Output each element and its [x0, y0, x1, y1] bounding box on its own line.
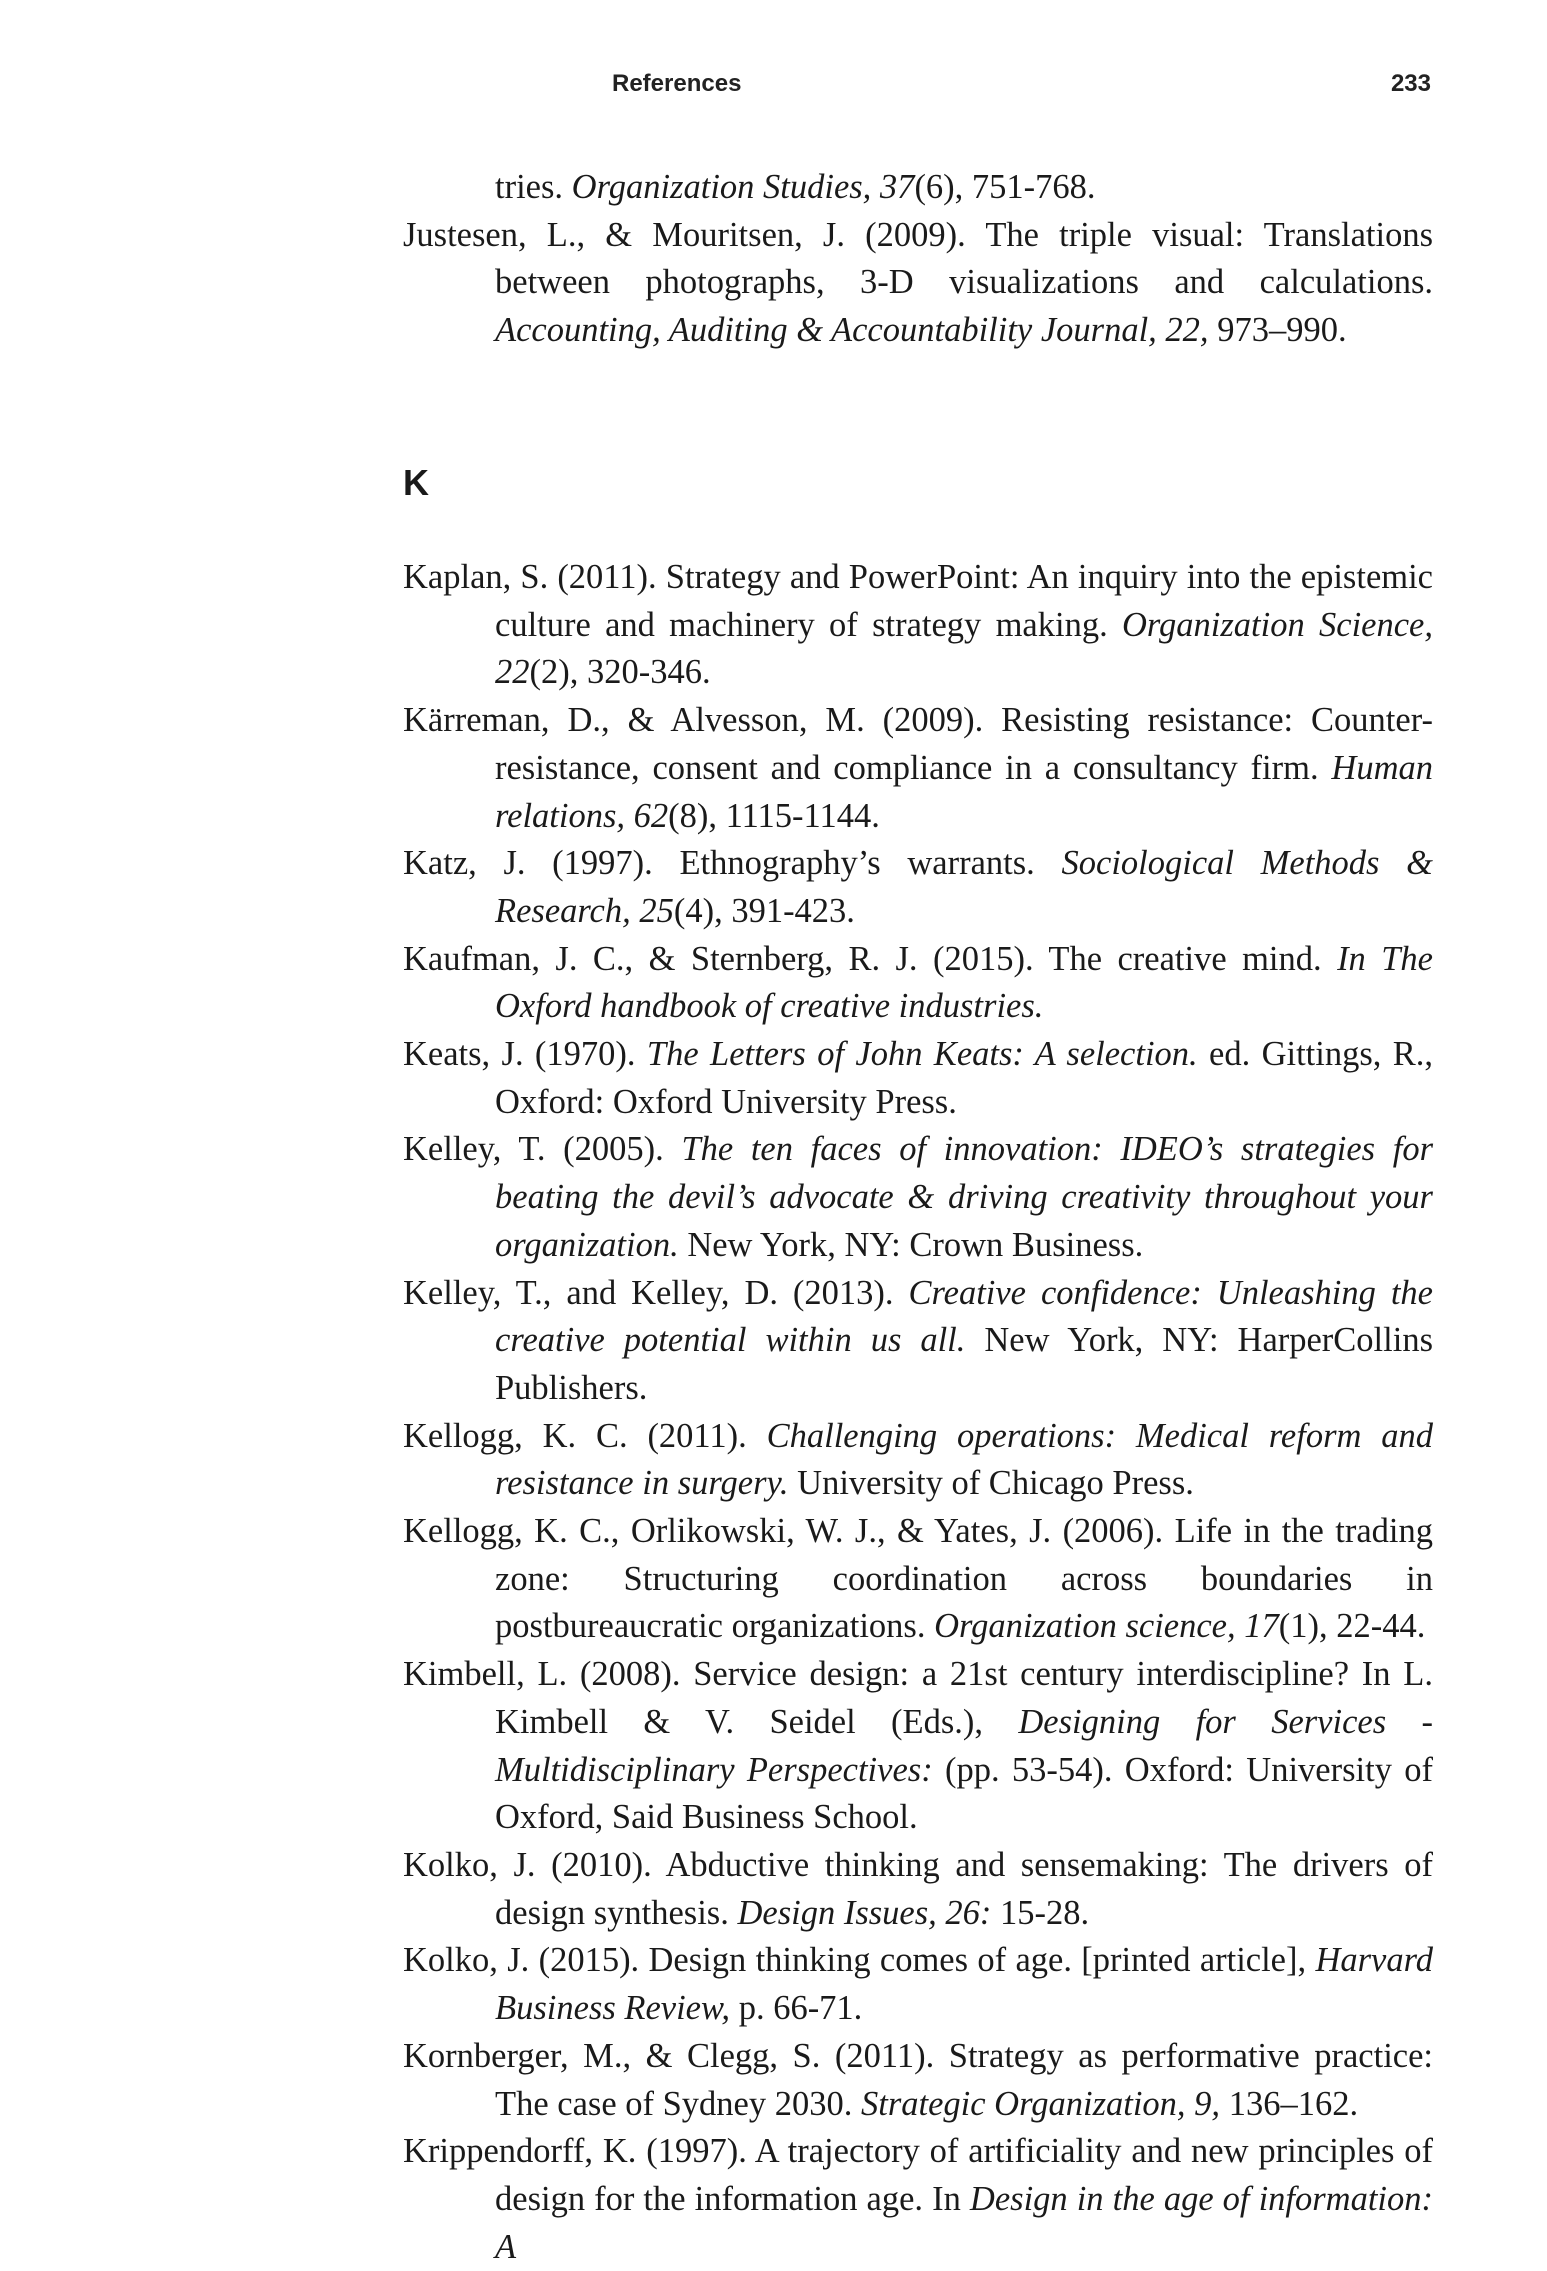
- page-number: 233: [1390, 70, 1431, 97]
- reference-entry: Kelley, T., and Kelley, D. (2013). Creative confidence: Unleashing the creative potential within us all. New York, NY: HarperCollins Publishers.: [403, 1273, 1433, 1407]
- reference-title: Harvard Business Review,: [495, 1941, 1433, 2028]
- reference-title: Challenging operations: Medical reform and resistance in surgery.: [495, 1416, 1433, 1503]
- reference-entry: Kärreman, D., & Alvesson, M. (2009). Resisting resistance: Counter-resistance, consent and compliance in a consultancy firm. Human relations, 62(8), 1115-1144.: [403, 701, 1433, 835]
- references-list: [403, 554, 1433, 2271]
- reference-entry: Kaufman, J. C., & Sternberg, R. J. (2015). The creative mind. In The Oxford handbook of creative industries.: [403, 939, 1433, 1026]
- reference-entry: Kolko, J. (2015). Design thinking comes of age. [printed article], Harvard Business Review, p. 66-71.: [403, 1941, 1433, 2028]
- reference-title: Designing for Services - Multidisciplinary Perspectives:: [495, 1702, 1433, 1789]
- continued-references: [403, 164, 1433, 355]
- reference-title: Human relations, 62: [495, 748, 1433, 835]
- reference-title: Organization science, 17: [934, 1607, 1279, 1646]
- reference-entry: Kellogg, K. C. (2011). Challenging operations: Medical reform and resistance in surgery. University of Chicago Press.: [403, 1416, 1433, 1503]
- reference-entry: Katz, J. (1997). Ethnography’s warrants. Sociological Methods & Research, 25(4), 391-423.: [403, 844, 1433, 930]
- section-heading: K: [403, 462, 429, 503]
- reference-entry: Kornberger, M., & Clegg, S. (2011). Strategy as performative practice: The case of Sydney 2030. Strategic Organization, 9, 136–162.: [403, 2036, 1433, 2123]
- reference-title: Strategic Organization, 9,: [861, 2084, 1221, 2123]
- reference-entry: Kimbell, L. (2008). Service design: a 21st century interdiscipline? In L. Kimbell & V. Seidel (Eds.), Designing for Services - Multidisciplinary Perspectives: (pp. 53-54). Oxford: University of Oxford, Said Business School.: [403, 1655, 1433, 1837]
- running-title: References: [612, 70, 742, 97]
- reference-entry: Kaplan, S. (2011). Strategy and PowerPoint: An inquiry into the epistemic culture and machinery of strategy making. Organization Science, 22(2), 320-346.: [403, 558, 1433, 692]
- reference-title: Accounting, Auditing & Accountability Journal, 22,: [495, 311, 1209, 350]
- reference-entry: Kolko, J. (2010). Abductive thinking and sensemaking: The drivers of design synthesis. Design Issues, 26: 15-28.: [403, 1845, 1433, 1932]
- reference-entry: Kelley, T. (2005). The ten faces of innovation: IDEO’s strategies for beating the devil’s advocate & driving creativity throughout your organization. New York, NY: Crown Business.: [403, 1130, 1433, 1264]
- reference-title: In The Oxford handbook of creative industries.: [495, 939, 1433, 1026]
- reference-entry: Keats, J. (1970). The Letters of John Keats: A selection. ed. Gittings, R., Oxford: Oxford University Press.: [403, 1035, 1433, 1121]
- reference-entry: tries. Organization Studies, 37(6), 751-768.: [495, 168, 1096, 206]
- reference-entry: Justesen, L., & Mouritsen, J. (2009). The triple visual: Translations between photographs, 3-D visualizations and calculations. Accounting, Auditing & Accountability Journal, 22, 973–990.: [403, 215, 1433, 350]
- reference-title: Creative confidence: Unleashing the creative potential within us all.: [495, 1273, 1433, 1360]
- running-header: [0, 66, 1547, 106]
- reference-title: Sociological Methods & Research, 25: [495, 844, 1433, 930]
- reference-entry: Krippendorff, K. (1997). A trajectory of artificiality and new principles of design for the information age. In Design in the age of information: A: [403, 2132, 1433, 2266]
- reference-title: The ten faces of innovation: IDEO’s strategies for beating the devil’s advocate & driving creativity throughout your organization.: [495, 1130, 1433, 1264]
- reference-title: Organization Science, 22: [495, 605, 1433, 692]
- reference-title: Organization Studies, 37: [571, 168, 915, 206]
- reference-title: Design Issues, 26:: [737, 1893, 992, 1932]
- reference-entry: Kellogg, K. C., Orlikowski, W. J., & Yates, J. (2006). Life in the trading zone: Structuring coordination across boundaries in postbureaucratic organizations. Organization science, 17(1), 22-44.: [403, 1512, 1433, 1646]
- reference-title: The Letters of John Keats: A selection.: [646, 1035, 1198, 1074]
- reference-title: Design in the age of information: A: [495, 2179, 1433, 2266]
